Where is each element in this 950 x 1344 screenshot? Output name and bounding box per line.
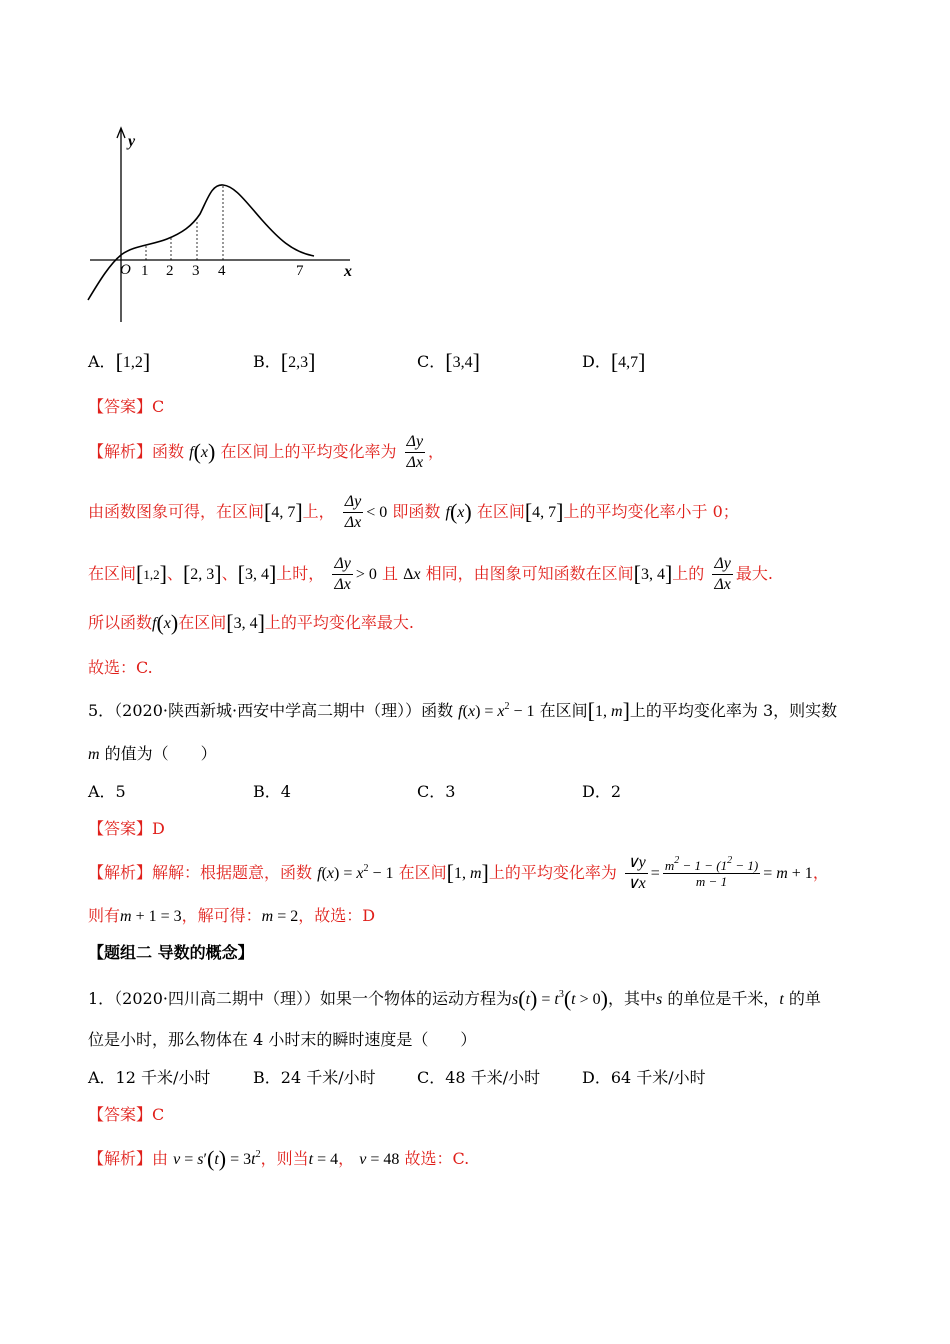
dashed-guides bbox=[146, 186, 223, 260]
option-d[interactable]: D．[4,7] bbox=[582, 349, 646, 374]
q4-analysis-line4: 所以函数f(x)在区间[3, 4]上的平均变化率最大. bbox=[88, 610, 414, 635]
q5-analysis-line2: 则有m + 1 = 3，解可得：m = 2，故选：D bbox=[88, 906, 376, 925]
q5-option-d[interactable]: D．2 bbox=[582, 782, 622, 801]
x-axis-label: x bbox=[344, 263, 352, 280]
q1-stem-line2: 位是小时，那么物体在 4 小时末的瞬时速度是（ ） bbox=[88, 1030, 477, 1049]
q4-analysis-line2: 由函数图象可得，在区间[4, 7]上， $\frac{\Delta y}{\Delta x}$ < 0 即函数 f(x) 在区间[4, 7]上的平均变化率小于 0； bbox=[88, 493, 739, 531]
q5-stem-line2: m 的值为（ ） bbox=[88, 744, 217, 763]
q5-option-a[interactable]: A．5 bbox=[88, 782, 126, 801]
group-title: 【题组二 导数的概念】 bbox=[88, 943, 254, 962]
tick-label: 3 bbox=[192, 263, 200, 279]
option-a[interactable]: A．[1,2] bbox=[88, 349, 151, 374]
q5-answer: 【答案】D bbox=[88, 819, 165, 838]
q5-option-c[interactable]: C．3 bbox=[417, 782, 456, 801]
q4-conclusion: 故选：C. bbox=[88, 658, 153, 677]
tick-label: 7 bbox=[296, 263, 304, 279]
q1-option-c[interactable]: C．48 千米/小时 bbox=[417, 1068, 541, 1087]
q1-analysis: 【解析】由 $v = s'(t) = 3t^2$，则当t = 4， v = 48 故选：C. bbox=[88, 1146, 470, 1171]
function-curve bbox=[88, 185, 314, 300]
option-b[interactable]: B．[2,3] bbox=[253, 349, 316, 374]
q5-option-b[interactable]: B．4 bbox=[253, 782, 291, 801]
q1-option-a[interactable]: A．12 千米/小时 bbox=[88, 1068, 211, 1087]
q1-option-b[interactable]: B．24 千米/小时 bbox=[253, 1068, 376, 1087]
q1-answer: 【答案】C bbox=[88, 1105, 165, 1124]
origin-label: O bbox=[120, 262, 131, 278]
option-c[interactable]: C．[3,4] bbox=[417, 349, 480, 374]
tick-label: 2 bbox=[166, 263, 174, 279]
tick-label: 1 bbox=[141, 263, 149, 279]
q5-analysis: 【解析】解解：根据题意，函数 $f(x) = x^2 - 1$ 在区间[1, m]上的平均变化率为 $\frac{\vee y}{\vee x}$ = $\frac{m^2 - 1 - (1^2 - 1)}{m - 1}$ = m + 1， bbox=[88, 854, 829, 892]
q4-answer: 【答案】C bbox=[88, 397, 165, 416]
q4-analysis-line1: 【解析】函数 f(x) 在区间上的平均变化率为 $\frac{\Delta y}{\Delta x}$ ， bbox=[88, 433, 445, 471]
function-graph bbox=[82, 122, 372, 327]
q1-option-d[interactable]: D．64 千米/小时 bbox=[582, 1068, 706, 1087]
q1-stem: 1．（2020·四川高二期中（理））如果一个物体的运动方程为$s(t) = t^3(t > 0)$，其中s 的单位是千米，t 的单 bbox=[88, 986, 821, 1011]
tick-label: 4 bbox=[218, 263, 226, 279]
q5-stem: 5．（2020·陕西新城·西安中学高二期中（理））函数 $f(x) = x^2 - 1$ 在区间[1, m]上的平均变化率为 3，则实数 bbox=[88, 698, 838, 723]
q4-analysis-line3: 在区间[1,2]、[2, 3]、[3, 4]上时， $\frac{\Delta y}{\Delta x}$ > 0 且 Δx 相同，由图象可知函数在区间[3, 4]上的 $\frac{\Delta y}{\Delta x}$ 最大. bbox=[88, 555, 773, 593]
y-axis-label: y bbox=[128, 133, 136, 150]
